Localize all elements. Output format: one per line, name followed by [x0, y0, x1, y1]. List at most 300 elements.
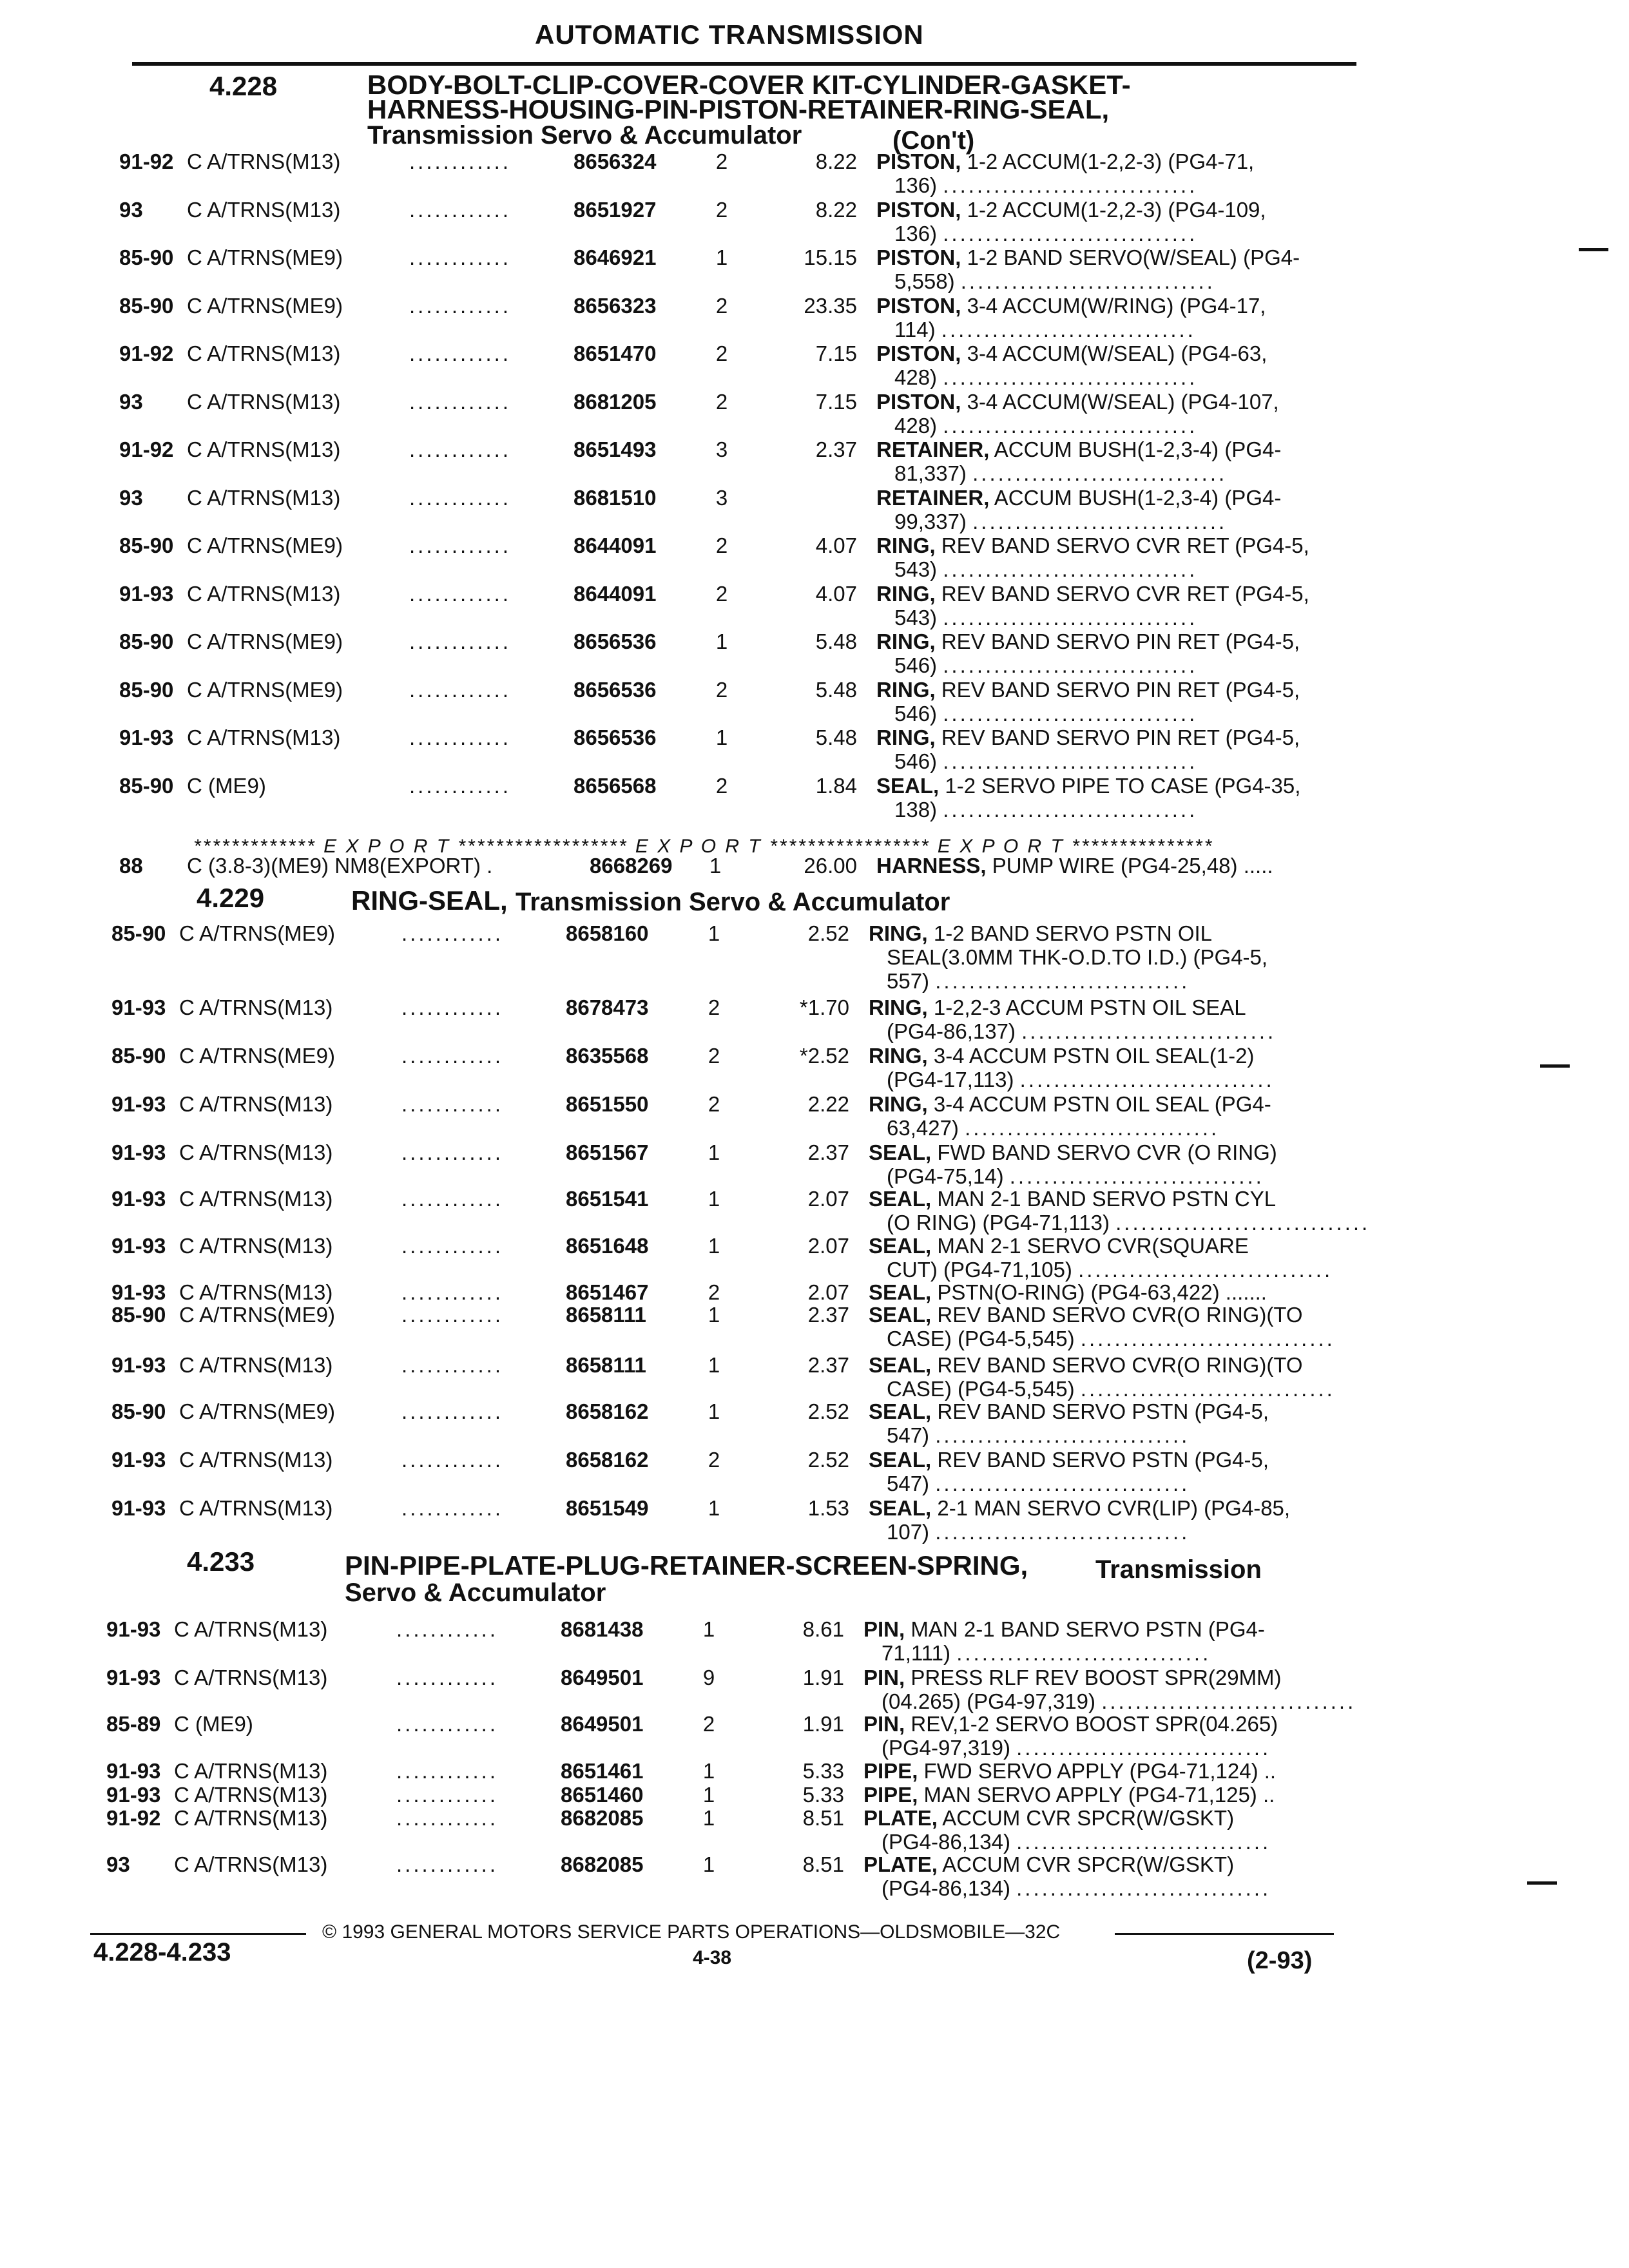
row-quantity: 2 — [715, 773, 728, 798]
row-desc-line2: 5,558) — [894, 269, 955, 293]
row-desc-line2: 547) — [887, 1423, 930, 1447]
section-title-4-228-line1: BODY-BOLT-CLIP-COVER-COVER KIT-CYLINDER-GASKET- — [367, 70, 1131, 100]
row-price: 2.07 — [807, 1280, 849, 1304]
row-desc-line2: 546) — [894, 749, 938, 773]
row-leader-dots: ............ — [396, 1666, 499, 1689]
row-quantity: 1 — [708, 1496, 720, 1520]
export-banner: ************* E X P O R T ****************** E X P O R T ***************** E X P O R T *************** — [193, 836, 1214, 857]
table-row — [110, 486, 1353, 537]
row-description — [863, 1759, 1276, 1783]
table-row — [97, 1712, 1340, 1763]
row-quantity: 9 — [702, 1666, 715, 1689]
row-part-number: 8656323 — [574, 293, 657, 318]
row-year: 91-93 — [106, 1617, 161, 1641]
row-desc-line1: MAN SERVO APPLY (PG4-71,125) .. — [923, 1783, 1275, 1807]
row-desc-line1: REV BAND SERVO PIN RET (PG4-5, — [941, 629, 1300, 653]
row-year: 85-90 — [119, 533, 174, 557]
row-leader-dots: ............ — [401, 1140, 504, 1164]
section-subtitle-4-228: Transmission Servo & Accumulator — [367, 121, 802, 149]
row-desc-dots: .............................. — [943, 797, 1198, 822]
row-quantity: 1 — [708, 1140, 720, 1164]
row-desc-line2: CUT) (PG4-71,105) — [887, 1258, 1072, 1282]
row-leader-dots: ............ — [409, 437, 512, 461]
row-description — [876, 294, 1266, 341]
row-description — [863, 1852, 1271, 1900]
row-part-number: 8682085 — [561, 1806, 644, 1830]
row-application: C A/TRNS(M13) — [179, 1140, 333, 1164]
row-part-number: 8656536 — [574, 629, 657, 653]
row-part-name: PIPE, — [863, 1783, 918, 1807]
row-leader-dots: ............ — [409, 581, 512, 606]
row-desc-dots: .............................. — [943, 557, 1198, 581]
footer-rule-left — [90, 1933, 306, 1935]
row-quantity: 1 — [715, 629, 728, 653]
row-part-number: 8651550 — [566, 1092, 649, 1116]
row-part-number: 8651567 — [566, 1140, 649, 1164]
row-price: 1.53 — [807, 1496, 849, 1520]
row-desc-dots: .............................. — [943, 365, 1198, 389]
row-part-name: PISTON, — [876, 149, 961, 173]
row-part-name: SEAL, — [869, 1140, 932, 1164]
row-price: 5.33 — [802, 1783, 844, 1807]
row-desc-dots: .............................. — [943, 413, 1198, 437]
row-price: 1.91 — [802, 1712, 844, 1736]
row-part-name: RETAINER, — [876, 437, 990, 461]
row-application: C A/TRNS(M13) — [174, 1783, 328, 1807]
row-leader-dots: ............ — [401, 1187, 504, 1211]
row-application: C A/TRNS(ME9) — [179, 921, 336, 945]
row-desc-line1: REV BAND SERVO CVR RET (PG4-5, — [941, 581, 1309, 606]
row-description — [876, 437, 1281, 485]
row-year: 91-93 — [111, 1448, 166, 1472]
section-title-4-233: PIN-PIPE-PLATE-PLUG-RETAINER-SCREEN-SPRING, — [345, 1550, 1028, 1581]
row-part-name: RING, — [876, 726, 936, 749]
row-application: C A/TRNS(M13) — [174, 1852, 328, 1876]
row-year: 91-93 — [106, 1666, 161, 1689]
row-description — [863, 1666, 1356, 1713]
row-description — [869, 1353, 1335, 1401]
row-application: C A/TRNS(M13) — [187, 197, 341, 222]
row-desc-dots: .............................. — [1080, 1327, 1335, 1350]
table-row — [97, 1852, 1340, 1904]
row-desc-dots: .............................. — [943, 749, 1198, 773]
row-desc-dots: .............................. — [1115, 1211, 1371, 1235]
row-description — [869, 1280, 1267, 1304]
row-quantity: 1 — [708, 1353, 720, 1377]
row-part-number: 8658111 — [566, 1353, 646, 1377]
row-price: 2.37 — [807, 1140, 849, 1164]
row-leader-dots: ............ — [409, 245, 512, 269]
footer-copyright: © 1993 GENERAL MOTORS SERVICE PARTS OPERATIONS—OLDSMOBILE—32C — [322, 1921, 1061, 1943]
table-row — [102, 921, 1345, 993]
row-year: 91-92 — [119, 149, 174, 173]
row-description — [876, 726, 1300, 773]
row-application: C A/TRNS(M13) — [187, 341, 341, 365]
row-price: 4.07 — [815, 581, 857, 606]
row-part-name: SEAL, — [869, 1448, 932, 1472]
row-leader-dots: ............ — [409, 485, 512, 510]
row-application: C A/TRNS(ME9) — [179, 1399, 336, 1423]
row-desc-line2: 428) — [894, 413, 938, 437]
row-quantity: 1 — [708, 1234, 720, 1258]
row-leader-dots: ............ — [409, 341, 512, 365]
row-part-number: 8651470 — [574, 341, 657, 365]
row-desc-line2: (PG4-86,137) — [887, 1019, 1016, 1043]
row-description — [863, 1783, 1275, 1807]
row-part-name: SEAL, — [869, 1187, 932, 1211]
row-desc-line2: CASE) (PG4-5,545) — [887, 1327, 1075, 1350]
row-price: 2.22 — [807, 1092, 849, 1116]
table-row — [110, 294, 1353, 345]
row-part-name: PISTON, — [876, 245, 961, 269]
row-description — [876, 198, 1266, 245]
row-price: 2.07 — [807, 1234, 849, 1258]
row-leader-dots: ............ — [401, 1353, 504, 1377]
row-quantity: 1 — [702, 1783, 715, 1807]
row-description — [869, 995, 1276, 1043]
row-description — [863, 1806, 1271, 1854]
row-year: 91-93 — [111, 1280, 166, 1304]
row-desc-line1: PSTN(O-RING) (PG4-63,422) ....... — [937, 1280, 1267, 1304]
row-desc-line2: (PG4-97,319) — [882, 1736, 1010, 1760]
row-desc-dots: .............................. — [1078, 1258, 1333, 1282]
table-row — [110, 629, 1353, 681]
row-quantity: 3 — [715, 437, 728, 461]
row-leader-dots: ............ — [401, 1092, 504, 1116]
row-application: C A/TRNS(ME9) — [187, 677, 343, 702]
table-row — [102, 1140, 1345, 1192]
table-row — [102, 1353, 1345, 1405]
row-desc-line1: MAN 2-1 BAND SERVO PSTN (PG4- — [911, 1617, 1265, 1641]
row-price: 8.51 — [802, 1852, 844, 1876]
row-desc-line2: 546) — [894, 653, 938, 677]
row-leader-dots: ............ — [409, 197, 512, 222]
row-leader-dots: ............ — [409, 773, 512, 798]
row-application: C A/TRNS(M13) — [179, 1496, 333, 1520]
row-desc-line1: 1-2 ACCUM(1-2,2-3) (PG4-109, — [967, 197, 1266, 222]
row-desc-line1: REV BAND SERVO PIN RET (PG4-5, — [941, 677, 1300, 702]
row-description — [876, 341, 1267, 389]
row-desc-line2: SEAL(3.0MM THK-O.D.TO I.D.) (PG4-5, — [887, 945, 1268, 969]
row-part-name: SEAL, — [869, 1399, 932, 1423]
row-quantity: 1 — [702, 1759, 715, 1783]
row-leader-dots: ............ — [401, 1399, 504, 1423]
row-quantity: 2 — [715, 677, 728, 702]
row-desc-line1: FWD SERVO APPLY (PG4-71,124) .. — [923, 1759, 1277, 1783]
row-leader-dots: ............ — [396, 1617, 499, 1641]
row-desc-line1: REV,1-2 SERVO BOOST SPR(04.265) — [911, 1712, 1278, 1736]
row-part-name: SEAL, — [869, 1303, 932, 1327]
row-desc-line1: REV BAND SERVO CVR RET (PG4-5, — [941, 533, 1309, 557]
table-row — [110, 533, 1353, 585]
margin-tick-mark — [1527, 1881, 1557, 1885]
row-price: 26.00 — [804, 854, 857, 878]
row-desc-line2: (PG4-17,113) — [887, 1068, 1014, 1091]
margin-tick-mark — [1579, 248, 1608, 251]
row-part-name: PLATE, — [863, 1806, 938, 1830]
table-row — [102, 995, 1345, 1047]
row-desc-line1: 3-4 ACCUM(W/SEAL) (PG4-63, — [967, 341, 1268, 365]
row-description — [869, 1187, 1370, 1235]
row-desc-line2: (PG4-86,134) — [882, 1876, 1010, 1900]
row-quantity: 2 — [715, 149, 728, 173]
row-year: 91-93 — [119, 581, 174, 606]
row-description — [876, 582, 1309, 629]
section-subtitle-4-229: Transmission Servo & Accumulator — [516, 888, 950, 916]
row-year: 91-93 — [111, 1496, 166, 1520]
table-row — [97, 1617, 1340, 1669]
row-description — [876, 486, 1281, 533]
row-desc-dots: .............................. — [965, 1116, 1220, 1140]
row-application: C A/TRNS(M13) — [179, 1092, 333, 1116]
row-desc-line2: 138) — [894, 797, 938, 822]
row-leader-dots: ............ — [409, 629, 512, 653]
row-desc-line2: 114) — [894, 317, 936, 341]
row-desc-dots: .............................. — [1021, 1019, 1277, 1043]
row-part-name: RING, — [876, 533, 936, 557]
row-desc-line1: ACCUM CVR SPCR(W/GSKT) — [942, 1806, 1235, 1830]
row-application: C A/TRNS(M13) — [179, 1353, 333, 1377]
table-row — [102, 1044, 1345, 1095]
row-application: C A/TRNS(M13) — [179, 1448, 333, 1472]
row-year: 85-90 — [111, 1303, 166, 1327]
row-desc-line1: MAN 2-1 BAND SERVO PSTN CYL — [937, 1187, 1277, 1211]
row-desc-dots: .............................. — [956, 1641, 1211, 1665]
row-price: 8.51 — [802, 1806, 844, 1830]
margin-tick-mark — [1540, 1064, 1570, 1068]
section-subtitle-4-233: Servo & Accumulator — [345, 1579, 606, 1607]
row-price: 5.33 — [802, 1759, 844, 1783]
row-desc-dots: .............................. — [1016, 1876, 1271, 1900]
row-desc-line2: 136) — [894, 221, 938, 245]
table-row — [110, 341, 1353, 393]
row-application: C (ME9) — [187, 773, 266, 798]
row-quantity: 1 — [708, 1187, 720, 1211]
row-application: C A/TRNS(M13) — [174, 1666, 328, 1689]
row-year: 85-89 — [106, 1712, 161, 1736]
row-price: 2.07 — [807, 1187, 849, 1211]
row-year: 93 — [106, 1852, 130, 1876]
table-row — [110, 390, 1353, 441]
row-part-name: PIPE, — [863, 1759, 918, 1783]
row-year: 91-93 — [111, 1187, 166, 1211]
row-price: *1.70 — [799, 995, 849, 1019]
table-row — [110, 774, 1353, 825]
row-quantity: 2 — [715, 197, 728, 222]
row-desc-dots: .............................. — [960, 269, 1215, 293]
row-description — [869, 1448, 1269, 1495]
row-quantity: 2 — [708, 995, 720, 1019]
row-desc-dots: .............................. — [943, 701, 1198, 726]
row-part-name: SEAL, — [869, 1280, 932, 1304]
row-year: 91-92 — [106, 1806, 161, 1830]
row-part-name: PLATE, — [863, 1852, 938, 1876]
row-application: C A/TRNS(M13) — [174, 1806, 328, 1830]
table-row — [110, 198, 1353, 249]
row-description — [869, 1399, 1269, 1447]
row-part-name: HARNESS, — [876, 854, 987, 878]
row-application: C A/TRNS(M13) — [174, 1617, 328, 1641]
row-desc-line2: CASE) (PG4-5,545) — [887, 1377, 1075, 1401]
row-desc-line1: REV BAND SERVO CVR(O RING)(TO — [937, 1353, 1303, 1377]
footer-section-range: 4.228-4.233 — [93, 1938, 231, 1966]
row-price: 23.35 — [804, 293, 857, 318]
row-part-name: SEAL, — [869, 1496, 932, 1520]
table-row — [97, 1666, 1356, 1717]
row-description — [869, 1140, 1277, 1188]
row-year: 85-90 — [111, 1044, 166, 1068]
section-title-4-233-suffix: Transmission — [1095, 1555, 1262, 1584]
row-part-number: 8635568 — [566, 1044, 649, 1068]
row-part-number: 8656568 — [574, 773, 657, 798]
row-price: 1.91 — [802, 1666, 844, 1689]
row-desc-line1: PRESS RLF REV BOOST SPR(29MM) — [911, 1666, 1282, 1689]
row-desc-line1: 3-4 ACCUM(W/SEAL) (PG4-107, — [967, 389, 1279, 414]
row-desc-line1: REV BAND SERVO PSTN (PG4-5, — [937, 1448, 1269, 1472]
row-desc-dots: .............................. — [943, 173, 1198, 197]
row-desc-line2: 136) — [894, 173, 938, 197]
row-year: 85-90 — [111, 1399, 166, 1423]
row-desc-line1: REV BAND SERVO PIN RET (PG4-5, — [941, 726, 1300, 749]
row-desc-dots: .............................. — [935, 969, 1190, 993]
row-description — [876, 533, 1309, 581]
row-part-number: 8644091 — [574, 533, 657, 557]
row-description — [876, 678, 1300, 726]
row-leader-dots: ............ — [396, 1712, 499, 1736]
row-year: 85-90 — [111, 921, 166, 945]
row-leader-dots: ............ — [401, 1496, 504, 1520]
row-part-name: SEAL, — [869, 1353, 932, 1377]
row-part-name: RING, — [869, 1044, 928, 1068]
row-application: C A/TRNS(M13) — [174, 1759, 328, 1783]
row-year: 91-92 — [119, 437, 174, 461]
row-part-number: 8656536 — [574, 677, 657, 702]
row-desc-line1: 1-2 SERVO PIPE TO CASE (PG4-35, — [945, 773, 1301, 798]
row-application: C A/TRNS(ME9) — [187, 533, 343, 557]
header-rule — [132, 62, 1356, 66]
row-leader-dots: ............ — [396, 1783, 499, 1807]
row-part-name: RING, — [869, 1092, 928, 1116]
row-description — [869, 1234, 1333, 1282]
row-quantity: 1 — [715, 726, 728, 749]
row-desc-line1: ACCUM CVR SPCR(W/GSKT) — [942, 1852, 1235, 1876]
row-quantity: 3 — [715, 485, 728, 510]
row-application: C A/TRNS(ME9) — [187, 629, 343, 653]
row-application: C A/TRNS(M13) — [187, 726, 341, 749]
section-number-4-229: 4.229 — [197, 883, 265, 913]
table-row — [102, 1399, 1345, 1451]
row-desc-line1: REV BAND SERVO PSTN (PG4-5, — [937, 1399, 1269, 1423]
row-desc-line1: MAN 2-1 SERVO CVR(SQUARE — [937, 1234, 1249, 1258]
row-quantity: 2 — [708, 1448, 720, 1472]
row-year: 85-90 — [119, 245, 174, 269]
row-part-name: RETAINER, — [876, 485, 990, 510]
row-year: 93 — [119, 389, 143, 414]
row-desc-line1: 1-2,2-3 ACCUM PSTN OIL SEAL — [933, 995, 1246, 1019]
table-row — [102, 1303, 1345, 1354]
row-leader-dots: ............ — [401, 1303, 504, 1327]
row-desc-line2: 81,337) — [894, 461, 967, 485]
row-leader-dots: ............ — [396, 1806, 499, 1830]
row-part-name: SEAL, — [869, 1234, 932, 1258]
row-quantity: 1 — [702, 1806, 715, 1830]
row-application: C A/TRNS(M13) — [179, 1280, 333, 1304]
row-quantity: 2 — [708, 1092, 720, 1116]
row-part-number: 8658162 — [566, 1399, 649, 1423]
row-desc-line1: ACCUM BUSH(1-2,3-4) (PG4- — [994, 437, 1282, 461]
row-leader-dots: ............ — [409, 293, 512, 318]
table-row — [110, 678, 1353, 729]
table-row — [110, 149, 1353, 201]
row-leader-dots: ............ — [409, 726, 512, 749]
row-description — [876, 629, 1300, 677]
row-leader-dots: ............ — [409, 149, 512, 173]
row-leader-dots: ............ — [401, 1280, 504, 1304]
row-year: 91-93 — [111, 1353, 166, 1377]
row-part-number: 8668269 — [590, 854, 673, 878]
row-leader-dots: ............ — [396, 1759, 499, 1783]
row-part-name: RING, — [876, 581, 936, 606]
row-desc-line2: (O RING) (PG4-71,113) — [887, 1211, 1110, 1235]
row-desc-dots: .............................. — [935, 1520, 1190, 1544]
section-title-4-229: RING-SEAL, — [351, 885, 508, 916]
row-quantity: 2 — [715, 341, 728, 365]
row-desc-dots: .............................. — [1080, 1377, 1335, 1401]
row-price: 2.52 — [807, 1448, 849, 1472]
row-part-number: 8656324 — [574, 149, 657, 173]
row-price: 2.52 — [807, 921, 849, 945]
row-part-number: 8651541 — [566, 1187, 649, 1211]
row-part-number: 8646921 — [574, 245, 657, 269]
row-description — [876, 245, 1300, 293]
row-desc-line1: PUMP WIRE (PG4-25,48) ..... — [992, 854, 1273, 878]
row-application: C A/TRNS(M13) — [187, 437, 341, 461]
row-part-name: PISTON, — [876, 197, 961, 222]
row-part-name: PIN, — [863, 1617, 905, 1641]
row-quantity: 2 — [708, 1280, 720, 1304]
row-desc-line1: FWD BAND SERVO CVR (O RING) — [937, 1140, 1277, 1164]
table-row — [102, 1187, 1371, 1238]
row-year: 91-93 — [111, 1140, 166, 1164]
row-year: 93 — [119, 197, 143, 222]
row-desc-line2: 543) — [894, 557, 938, 581]
table-row — [102, 1448, 1345, 1499]
row-desc-dots: .............................. — [1101, 1689, 1356, 1713]
row-quantity: 1 — [708, 1303, 720, 1327]
row-desc-line1: 3-4 ACCUM PSTN OIL SEAL(1-2) — [933, 1044, 1255, 1068]
row-desc-dots: .............................. — [1016, 1830, 1271, 1854]
row-part-number: 8651460 — [561, 1783, 644, 1807]
row-year: 85-90 — [119, 629, 174, 653]
row-application: C A/TRNS(M13) — [187, 581, 341, 606]
row-quantity: 1 — [702, 1852, 715, 1876]
section-number-4-233: 4.233 — [187, 1546, 255, 1577]
row-price: 8.22 — [815, 197, 857, 222]
row-year: 91-92 — [119, 341, 174, 365]
row-part-number: 8644091 — [574, 581, 657, 606]
row-desc-dots: .............................. — [972, 509, 1228, 533]
footer-page-number: 4-38 — [693, 1947, 732, 1968]
row-desc-line2: (04.265) (PG4-97,319) — [882, 1689, 1096, 1713]
row-price: 2.37 — [807, 1303, 849, 1327]
row-desc-dots: .............................. — [1019, 1068, 1275, 1091]
table-row — [110, 437, 1353, 489]
table-row — [102, 1234, 1345, 1285]
row-description — [863, 1712, 1278, 1760]
row-application: C A/TRNS(M13) — [187, 389, 341, 414]
row-desc-dots: .............................. — [972, 461, 1228, 485]
row-desc-line2: 547) — [887, 1472, 930, 1495]
